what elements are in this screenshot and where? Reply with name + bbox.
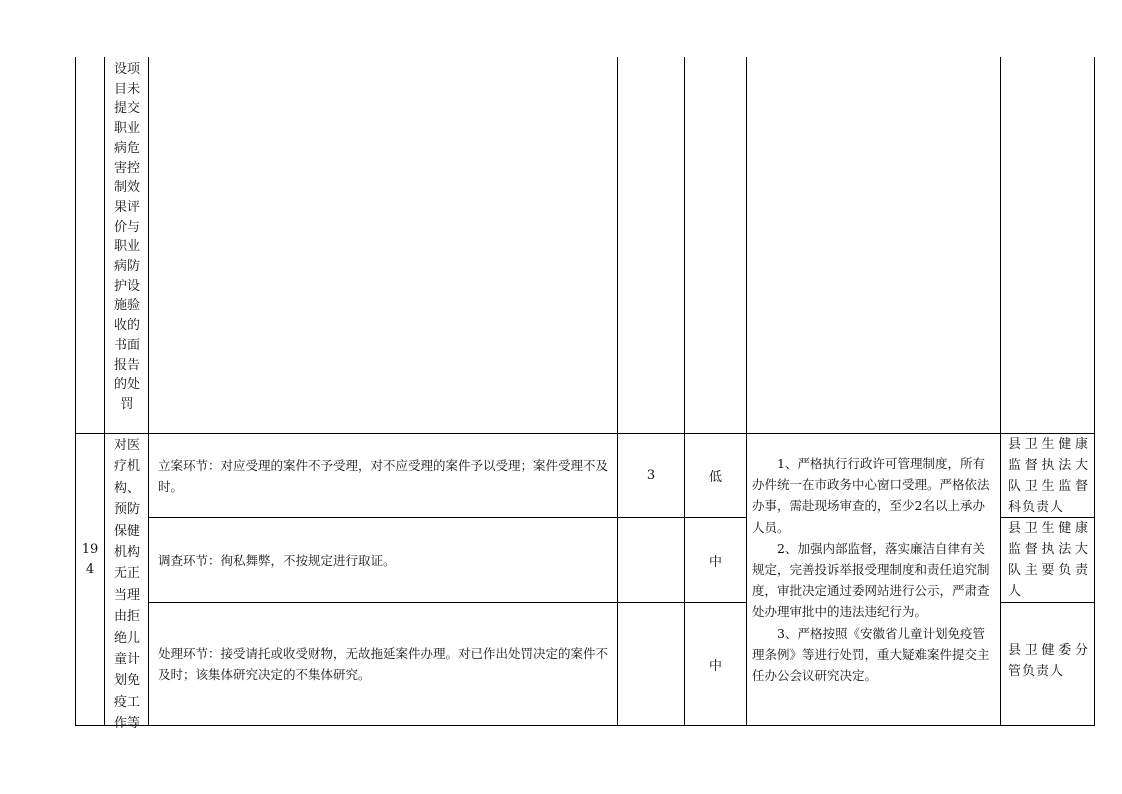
risk-level-filing: 低 [708, 470, 722, 485]
measure-item: 2、加强内部监督，落实廉洁自律有关规定，完善投诉举报受理制度和责任追究制度，审批决定通过委网站进行公示，严肃查处办理审批中的违法违纪行为。 [752, 540, 990, 620]
table-border-left [75, 57, 76, 726]
entry-number-cell [76, 540, 104, 580]
responsible-investigation: 县卫生健康监督执法大队主要负责人 [1008, 521, 1089, 599]
risk-level-investigation: 中 [708, 554, 722, 570]
measure-item: 3、严格按照《安徽省儿童计划免疫管理条例》等进行处罚，重大疑难案件提交主任办公会议研究决定。 [752, 625, 990, 684]
risk-level-handling: 中 [708, 658, 722, 674]
stage-description-handling: 处理环节：接受请托或收受财物，无故拖延案件办理。对已作出处罚决定的案件不及时；该集体研究决定的不集体研究。 [158, 646, 609, 682]
table-border-right [1094, 57, 1095, 726]
responsible-filing: 县卫生健康监督执法大队卫生监督科负责人 [1008, 437, 1089, 515]
continued-item-text: 设项目未提交职业病危害控制效果评价与职业病防护设施验收的书面报告的处罚 [113, 62, 140, 412]
row-divider [1000, 602, 1095, 603]
stage-score-filing: 3 [646, 468, 656, 483]
continued-item-cell [112, 60, 142, 432]
entry-number: 194 [81, 542, 99, 577]
measure-item: 1、严格执行行政许可管理制度，所有办件统一在市政务中心窗口受理。严格依法办事，需赴现场审查的，至少2名以上承办人员。 [752, 456, 990, 535]
stage-description-filing: 立案环节：对应受理的案件不予受理，对不应受理的案件予以受理；案件受理不及时。 [158, 457, 609, 494]
column-divider [1000, 57, 1001, 726]
column-divider [617, 57, 618, 726]
stage-description-investigation: 调查环节：徇私舞弊，不按规定进行取证。 [158, 552, 396, 568]
column-divider [104, 57, 105, 726]
table-border-bottom [75, 725, 1095, 726]
prevention-measures-cell [747, 453, 1000, 713]
entry-item-cell [112, 434, 142, 732]
entry-item-text: 对医疗机构、预防保健机构无正当理由拒绝儿童计划免疫工作等 [113, 438, 140, 732]
responsible-handling: 县卫健委分管负责人 [1008, 643, 1089, 679]
